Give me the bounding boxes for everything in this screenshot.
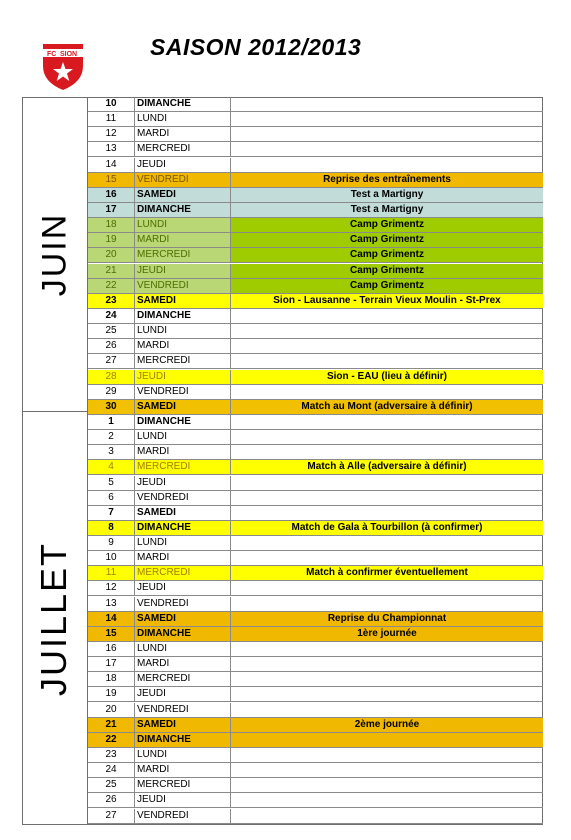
event-label — [231, 324, 543, 338]
day-number: 13 — [88, 142, 135, 156]
page-title: SAISON 2012/2013 — [150, 34, 362, 60]
day-number: 14 — [88, 158, 135, 172]
table-row — [88, 657, 543, 672]
table-row — [88, 158, 543, 173]
weekday: SAMEDI — [135, 506, 231, 520]
event-label: Reprise des entraînements — [323, 173, 451, 185]
table-row — [88, 687, 543, 702]
weekday: MERCREDI — [135, 460, 231, 474]
day-number: 20 — [88, 703, 135, 717]
weekday: LUNDI — [135, 112, 231, 126]
table-row — [88, 309, 543, 324]
event-label — [231, 597, 543, 611]
day-number: 4 — [88, 460, 135, 474]
table-row — [88, 521, 543, 536]
event-label — [231, 309, 543, 323]
event-label: Test a Martigny — [350, 188, 424, 200]
event-label — [231, 112, 543, 126]
event-label — [231, 491, 543, 505]
day-number: 7 — [88, 506, 135, 520]
event-label — [231, 763, 543, 777]
day-number: 10 — [88, 97, 135, 111]
event-label: Camp Grimentz — [231, 218, 543, 232]
table-row — [88, 430, 543, 445]
day-number: 8 — [88, 521, 135, 535]
day-number: 26 — [88, 793, 135, 807]
table-row — [88, 445, 543, 460]
table-row — [88, 642, 543, 657]
table-row — [88, 672, 543, 687]
event-label: Camp Grimentz — [231, 264, 543, 278]
weekday: VENDREDI — [135, 703, 231, 717]
event-label: Test a Martigny — [350, 203, 424, 215]
day-number: 21 — [88, 264, 135, 278]
table-row — [88, 415, 543, 430]
weekday: VENDREDI — [135, 597, 231, 611]
day-number: 15 — [88, 627, 135, 641]
weekday: SAMEDI — [135, 294, 231, 308]
event-label: Sion - Lausanne - Terrain Vieux Moulin - St-Prex — [273, 294, 501, 306]
weekday: JEUDI — [135, 370, 231, 384]
table-row — [88, 536, 543, 551]
table-row — [88, 279, 543, 294]
table-row — [88, 627, 543, 642]
table-row — [88, 142, 543, 157]
weekday: MARDI — [135, 445, 231, 459]
day-number: 12 — [88, 127, 135, 141]
weekday: MARDI — [135, 551, 231, 565]
day-number: 3 — [88, 445, 135, 459]
event-label — [231, 127, 543, 141]
event-label — [231, 642, 543, 656]
table-row — [88, 370, 543, 385]
event-label — [231, 809, 543, 823]
event-label: 2ème journée — [354, 718, 420, 730]
event-label — [231, 158, 543, 172]
day-number: 26 — [88, 339, 135, 353]
day-number: 16 — [88, 642, 135, 656]
table-row — [88, 385, 543, 400]
day-number: 5 — [88, 476, 135, 490]
day-number: 9 — [88, 536, 135, 550]
event-label — [231, 793, 543, 807]
day-number: 23 — [88, 748, 135, 762]
weekday: MERCREDI — [135, 354, 231, 368]
table-row — [88, 324, 543, 339]
day-number: 2 — [88, 430, 135, 444]
month-label: JUIN — [35, 212, 73, 296]
weekday: MERCREDI — [135, 142, 231, 156]
weekday: DIMANCHE — [135, 521, 231, 535]
day-number: 18 — [88, 672, 135, 686]
table-row — [88, 339, 543, 354]
weekday: MERCREDI — [135, 566, 231, 580]
weekday: VENDREDI — [135, 279, 231, 293]
table-row — [88, 718, 543, 733]
table-row — [88, 127, 543, 142]
day-number: 16 — [88, 188, 135, 202]
weekday: JEUDI — [135, 687, 231, 701]
day-number: 22 — [88, 733, 135, 747]
event-label: Camp Grimentz — [231, 233, 543, 247]
day-number: 27 — [88, 809, 135, 823]
table-row — [88, 612, 543, 627]
weekday: LUNDI — [135, 218, 231, 232]
event-label — [231, 385, 543, 399]
weekday: JEUDI — [135, 158, 231, 172]
day-number: 23 — [88, 294, 135, 308]
table-row — [88, 97, 543, 112]
weekday: VENDREDI — [135, 173, 231, 187]
weekday: SAMEDI — [135, 188, 231, 202]
weekday: DIMANCHE — [135, 203, 231, 217]
day-number: 27 — [88, 354, 135, 368]
weekday: VENDREDI — [135, 809, 231, 823]
event-label — [231, 778, 543, 792]
table-row — [88, 203, 543, 218]
table-row — [88, 551, 543, 566]
event-label — [231, 748, 543, 762]
day-number: 17 — [88, 657, 135, 671]
table-row — [88, 778, 543, 793]
weekday: MERCREDI — [135, 672, 231, 686]
day-number: 21 — [88, 718, 135, 732]
event-label: Match à Alle (adversaire à définir) — [307, 461, 467, 473]
event-label — [231, 536, 543, 550]
event-label: Camp Grimentz — [231, 279, 543, 293]
month-juin — [22, 97, 88, 412]
event-label: 1ère journée — [357, 627, 417, 639]
day-number: 12 — [88, 581, 135, 595]
event-label — [231, 687, 543, 701]
weekday: MERCREDI — [135, 248, 231, 262]
table-row — [88, 476, 543, 491]
table-row — [88, 793, 543, 808]
day-number: 14 — [88, 612, 135, 626]
table-row — [88, 248, 543, 263]
table-row — [88, 173, 543, 188]
day-number: 28 — [88, 370, 135, 384]
table-row — [88, 748, 543, 763]
weekday: JEUDI — [135, 264, 231, 278]
weekday: LUNDI — [135, 536, 231, 550]
weekday: DIMANCHE — [135, 309, 231, 323]
fc-sion-logo — [40, 40, 86, 92]
day-number: 6 — [88, 491, 135, 505]
day-number: 25 — [88, 778, 135, 792]
weekday: DIMANCHE — [135, 627, 231, 641]
event-label — [231, 657, 543, 671]
weekday: LUNDI — [135, 748, 231, 762]
day-number: 25 — [88, 324, 135, 338]
table-row — [88, 233, 543, 248]
day-number: 22 — [88, 279, 135, 293]
weekday: JEUDI — [135, 476, 231, 490]
weekday: MERCREDI — [135, 778, 231, 792]
event-label — [231, 430, 543, 444]
weekday: VENDREDI — [135, 491, 231, 505]
day-number: 19 — [88, 233, 135, 247]
logo-text-sion: SION — [60, 51, 78, 58]
weekday: MARDI — [135, 339, 231, 353]
logo-text-fc: FC — [47, 51, 57, 58]
event-label: Match au Mont (adversaire à définir) — [301, 400, 473, 412]
day-number: 19 — [88, 687, 135, 701]
month-label: JUILLET — [33, 541, 75, 696]
weekday: JEUDI — [135, 793, 231, 807]
event-label: Match de Gala à Tourbillon (à confirmer) — [291, 521, 483, 533]
event-label — [231, 97, 543, 111]
table-row — [88, 460, 543, 475]
weekday: MARDI — [135, 233, 231, 247]
weekday: DIMANCHE — [135, 733, 231, 747]
weekday: LUNDI — [135, 324, 231, 338]
event-label — [231, 733, 543, 747]
event-label — [231, 339, 543, 353]
weekday: JEUDI — [135, 581, 231, 595]
weekday: DIMANCHE — [135, 415, 231, 429]
day-number: 17 — [88, 203, 135, 217]
day-number: 20 — [88, 248, 135, 262]
table-row — [88, 566, 543, 581]
table-row — [88, 294, 543, 309]
weekday: SAMEDI — [135, 718, 231, 732]
day-number: 11 — [88, 112, 135, 126]
weekday: MARDI — [135, 127, 231, 141]
day-number: 18 — [88, 218, 135, 232]
table-row — [88, 809, 543, 824]
event-label — [231, 445, 543, 459]
month-juillet — [22, 412, 88, 825]
day-number: 11 — [88, 566, 135, 580]
event-label — [231, 476, 543, 490]
day-number: 13 — [88, 597, 135, 611]
day-number: 10 — [88, 551, 135, 565]
table-row — [88, 400, 543, 415]
event-label — [231, 581, 543, 595]
event-label: Reprise du Championnat — [327, 612, 447, 624]
day-number: 29 — [88, 385, 135, 399]
event-label — [231, 354, 543, 368]
table-row — [88, 581, 543, 596]
weekday: SAMEDI — [135, 400, 231, 414]
day-number: 24 — [88, 763, 135, 777]
table-row — [88, 506, 543, 521]
table-row — [88, 733, 543, 748]
day-number: 15 — [88, 173, 135, 187]
day-number: 1 — [88, 415, 135, 429]
table-row — [88, 703, 543, 718]
table-row — [88, 597, 543, 612]
table-row — [88, 112, 543, 127]
event-label: Match à confirmer éventuellement — [306, 567, 468, 579]
weekday: DIMANCHE — [135, 97, 231, 111]
table-row — [88, 188, 543, 203]
event-label — [231, 703, 543, 717]
event-label — [231, 672, 543, 686]
weekday: VENDREDI — [135, 385, 231, 399]
event-label — [231, 506, 543, 520]
table-row — [88, 218, 543, 233]
weekday: LUNDI — [135, 430, 231, 444]
event-label: Sion - EAU (lieu à définir) — [326, 370, 447, 382]
event-label — [231, 415, 543, 429]
weekday: MARDI — [135, 657, 231, 671]
table-row — [88, 264, 543, 279]
table-row — [88, 491, 543, 506]
event-label: Camp Grimentz — [231, 248, 543, 262]
table-row — [88, 763, 543, 778]
weekday: LUNDI — [135, 642, 231, 656]
event-label — [231, 142, 543, 156]
day-number: 24 — [88, 309, 135, 323]
weekday: SAMEDI — [135, 612, 231, 626]
event-label — [231, 551, 543, 565]
day-number: 30 — [88, 400, 135, 414]
table-row — [88, 354, 543, 369]
weekday: MARDI — [135, 763, 231, 777]
